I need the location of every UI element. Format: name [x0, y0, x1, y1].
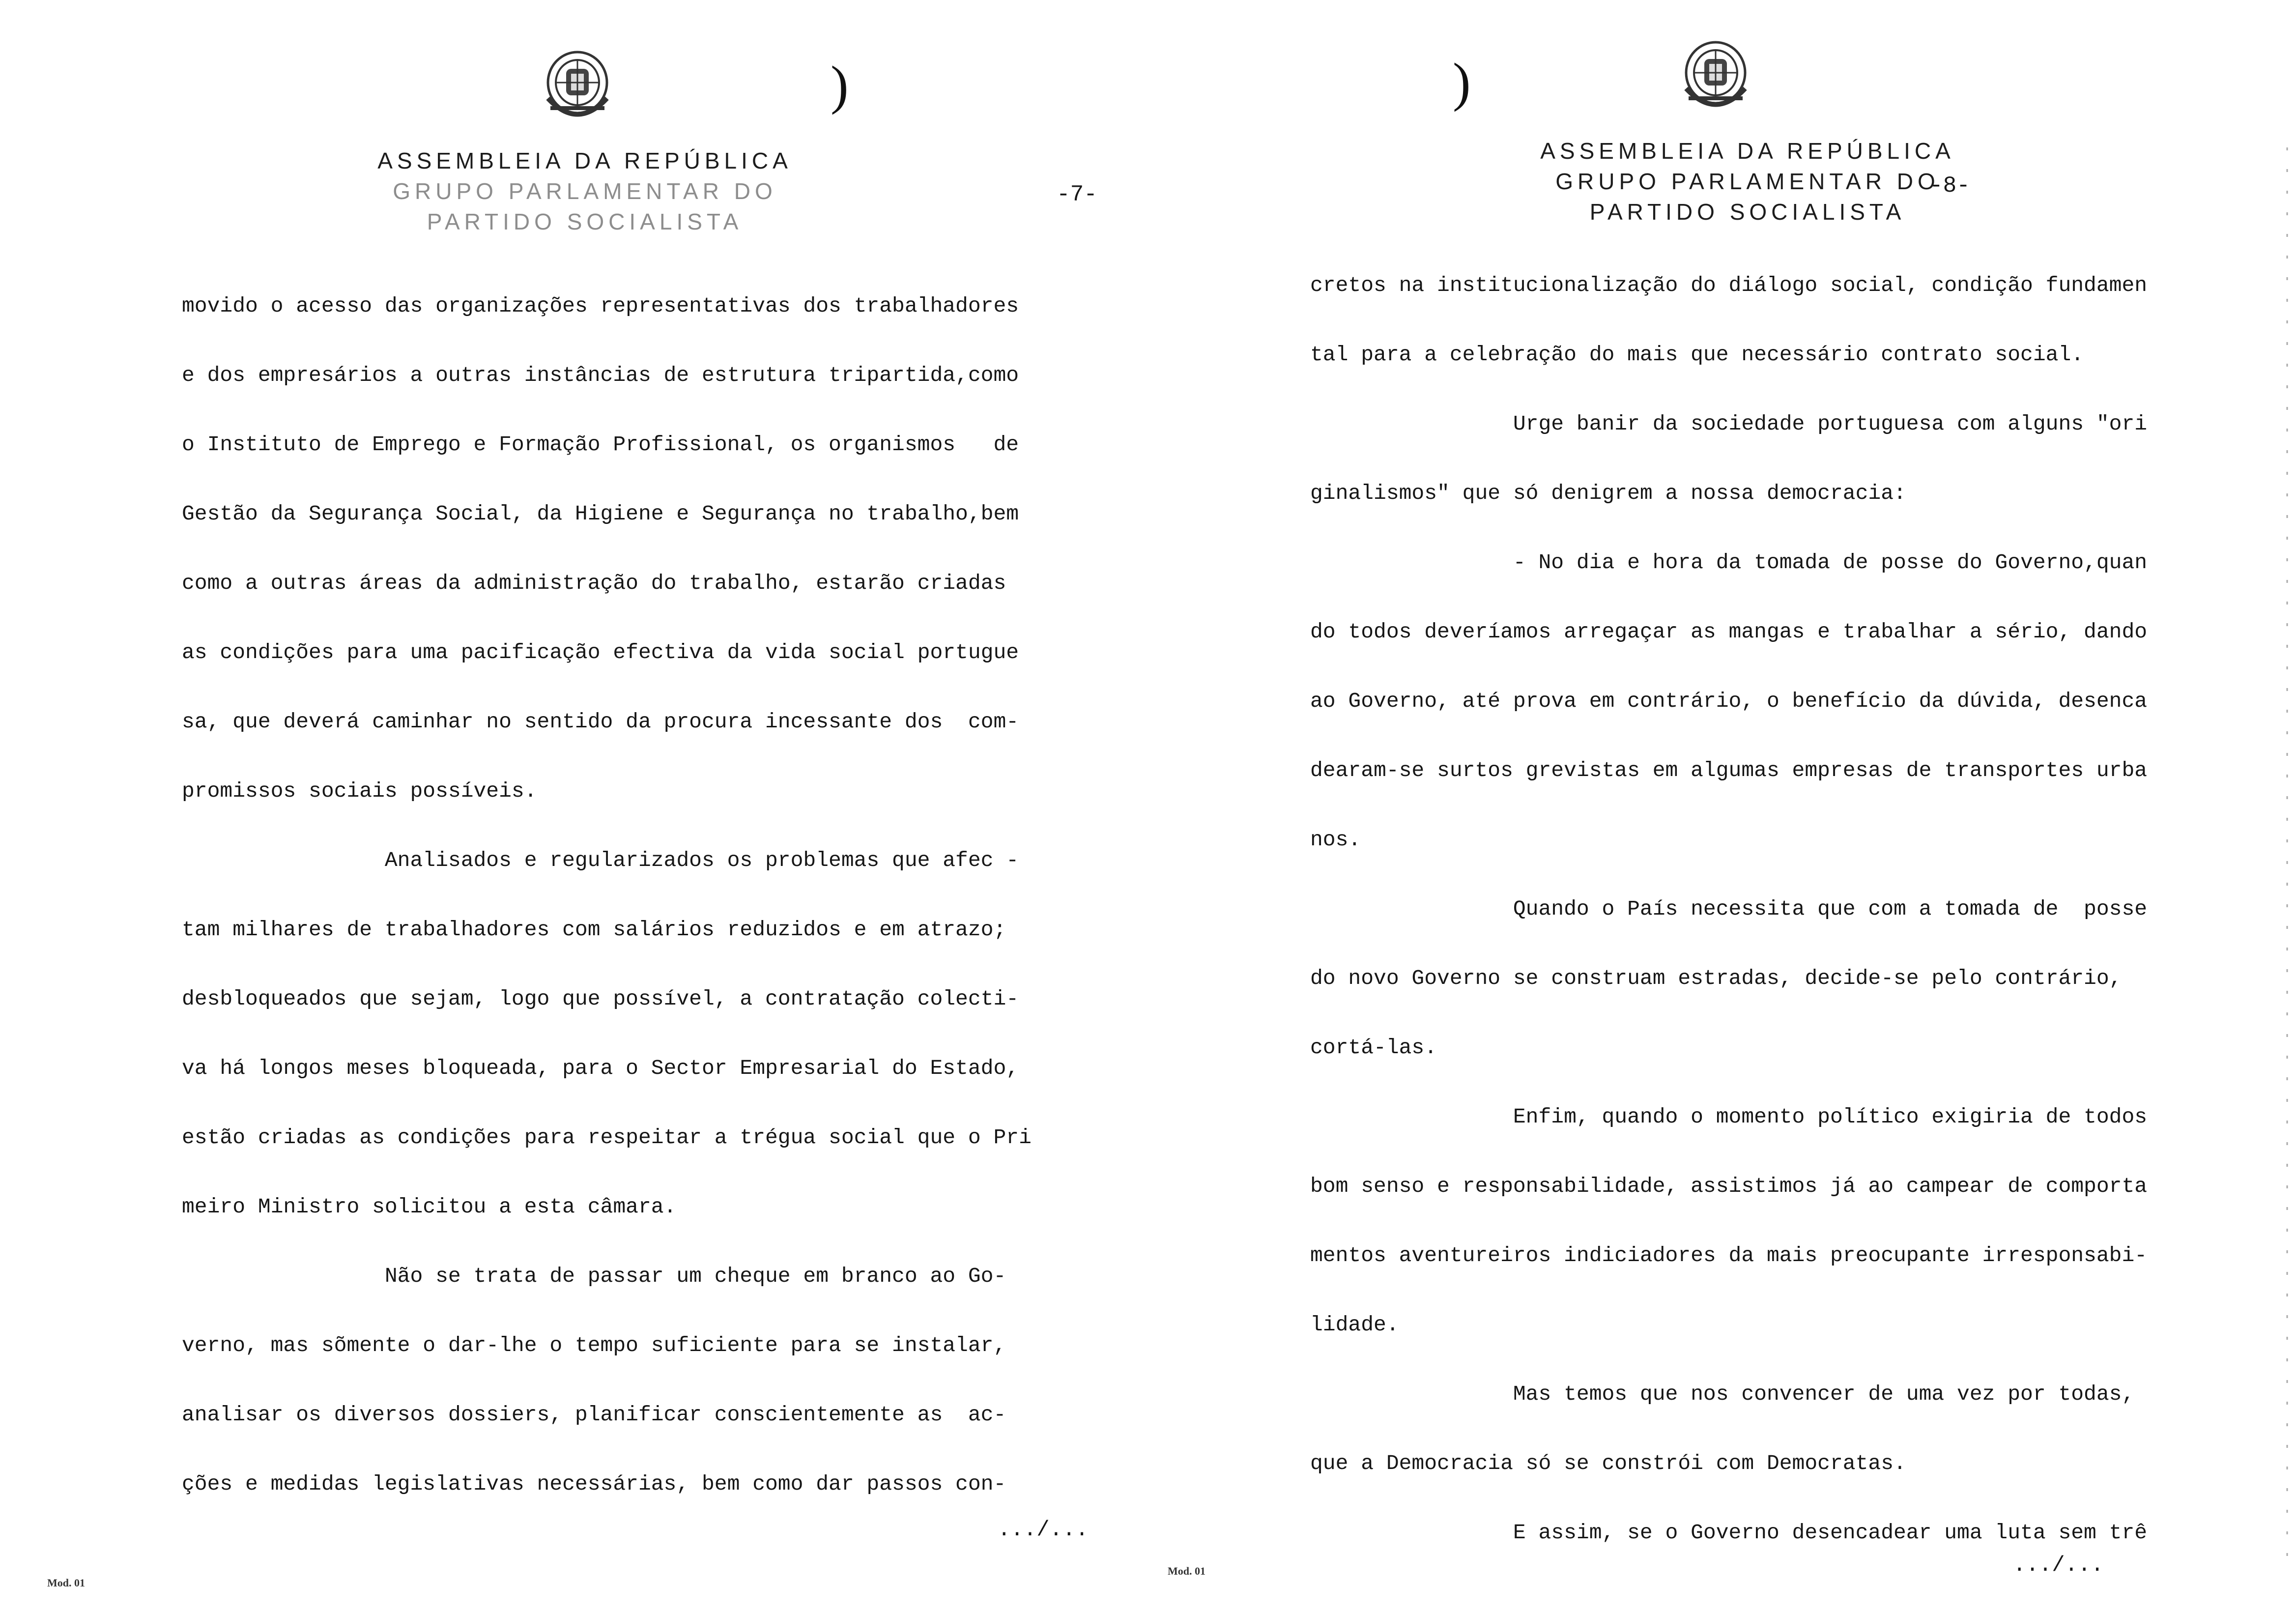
text-line: Analisados e regularizados os problemas que afec -	[182, 848, 1019, 872]
republic-emblem-icon	[536, 44, 619, 133]
text-line: lidade.	[1310, 1313, 1399, 1337]
text-line: meiro Ministro solicitou a esta câmara.	[182, 1195, 677, 1219]
text-line: como a outras áreas da administração do trabalho, estarão criadas	[182, 571, 1006, 595]
text-line: o Instituto de Emprego e Formação Profissional, os organismos de	[182, 432, 1019, 457]
header-line-1: ASSEMBLEIA DA REPÚBLICA	[1540, 138, 1955, 164]
text-line: bom senso e responsabilidade, assistimos já ao campear de comporta	[1310, 1174, 2148, 1198]
page-body	[182, 271, 1106, 1519]
republic-emblem-icon	[1674, 34, 1757, 123]
text-line: movido o acesso das organizações representativas dos trabalhadores	[182, 294, 1019, 318]
text-line: estão criadas as condições para respeitar a trégua social que o Pri	[182, 1125, 1032, 1150]
text-line: va há longos meses bloqueada, para o Sector Empresarial do Estado,	[182, 1056, 1019, 1080]
form-footer: Mod. 01	[47, 1577, 85, 1589]
text-line: Enfim, quando o momento político exigiria de todos	[1310, 1105, 2148, 1129]
scan-edge-specks	[2278, 147, 2296, 1573]
text-line: mentos aventureiros indiciadores da mais preocupante irresponsabi-	[1310, 1243, 2148, 1267]
text-line: promissos sociais possíveis.	[182, 779, 537, 803]
text-line: Gestão da Segurança Social, da Higiene e Segurança no trabalho,bem	[182, 502, 1019, 526]
text-line: do todos deveríamos arregaçar as mangas e trabalhar a sério, dando	[1310, 620, 2148, 644]
text-line: Urge banir da sociedade portuguesa com alguns "ori	[1310, 412, 2148, 436]
page-number: -7-	[1057, 182, 1097, 207]
text-line: dearam-se surtos grevistas em algumas empresas de transportes urba	[1310, 758, 2148, 782]
page-number: -8-	[1929, 173, 1970, 199]
text-line: cortá-las.	[1310, 1036, 1437, 1060]
text-line: - No dia e hora da tomada de posse do Governo,quan	[1310, 550, 2148, 575]
text-line: E assim, se o Governo desencadear uma luta sem trê	[1310, 1521, 2148, 1545]
text-line: analisar os diversos dossiers, planificar conscientemente as ac-	[182, 1403, 1006, 1427]
text-line: e dos empresários a outras instâncias de estrutura tripartida,como	[182, 363, 1019, 387]
continuation-mark: .../...	[2013, 1553, 2104, 1578]
text-line: desbloqueados que sejam, logo que possível, a contratação colecti-	[182, 987, 1019, 1011]
bracket-mark: )	[1453, 52, 1471, 112]
page-body	[1310, 251, 2234, 1567]
bracket-mark: )	[831, 55, 849, 115]
text-line: nos.	[1310, 828, 1361, 852]
form-footer: Mod. 01	[1168, 1565, 1205, 1577]
header-line-2: GRUPO PARLAMENTAR DO	[1555, 169, 1940, 194]
text-line: sa, que deverá caminhar no sentido da procura incessante dos com-	[182, 710, 1019, 734]
text-line: ções e medidas legislativas necessárias, bem como dar passos con-	[182, 1472, 1006, 1496]
text-line: Não se trata de passar um cheque em branco ao Go-	[182, 1264, 1006, 1288]
text-line: ginalismos" que só denigrem a nossa democracia:	[1310, 481, 1906, 505]
text-line: do novo Governo se construam estradas, decide-se pelo contrário,	[1310, 966, 2122, 990]
text-line: que a Democracia só se constrói com Democratas.	[1310, 1451, 1906, 1475]
document-page-8	[1148, 0, 2296, 1612]
header-line-3: PARTIDO SOCIALISTA	[1589, 199, 1906, 225]
text-line: tam milhares de trabalhadores com salários reduzidos e em atrazo;	[182, 918, 1006, 942]
text-line: Quando o País necessita que com a tomada de posse	[1310, 897, 2148, 921]
header-line-1: ASSEMBLEIA DA REPÚBLICA	[377, 148, 792, 173]
page-header	[324, 145, 845, 237]
header-line-3: PARTIDO SOCIALISTA	[427, 209, 743, 234]
text-line: tal para a celebração do mais que necessário contrato social.	[1310, 343, 2084, 367]
header-line-2: GRUPO PARLAMENTAR DO	[393, 178, 777, 204]
text-line: cretos na institucionalização do diálogo social, condição fundamen	[1310, 273, 2148, 297]
text-line: ao Governo, até prova em contrário, o benefício da dúvida, desenca	[1310, 689, 2148, 713]
text-line: as condições para uma pacificação efectiva da vida social portugue	[182, 640, 1019, 664]
text-line: verno, mas sõmente o dar-lhe o tempo suficiente para se instalar,	[182, 1333, 1006, 1357]
text-line: Mas temos que nos convencer de uma vez por todas,	[1310, 1382, 2135, 1406]
continuation-mark: .../...	[998, 1518, 1089, 1542]
